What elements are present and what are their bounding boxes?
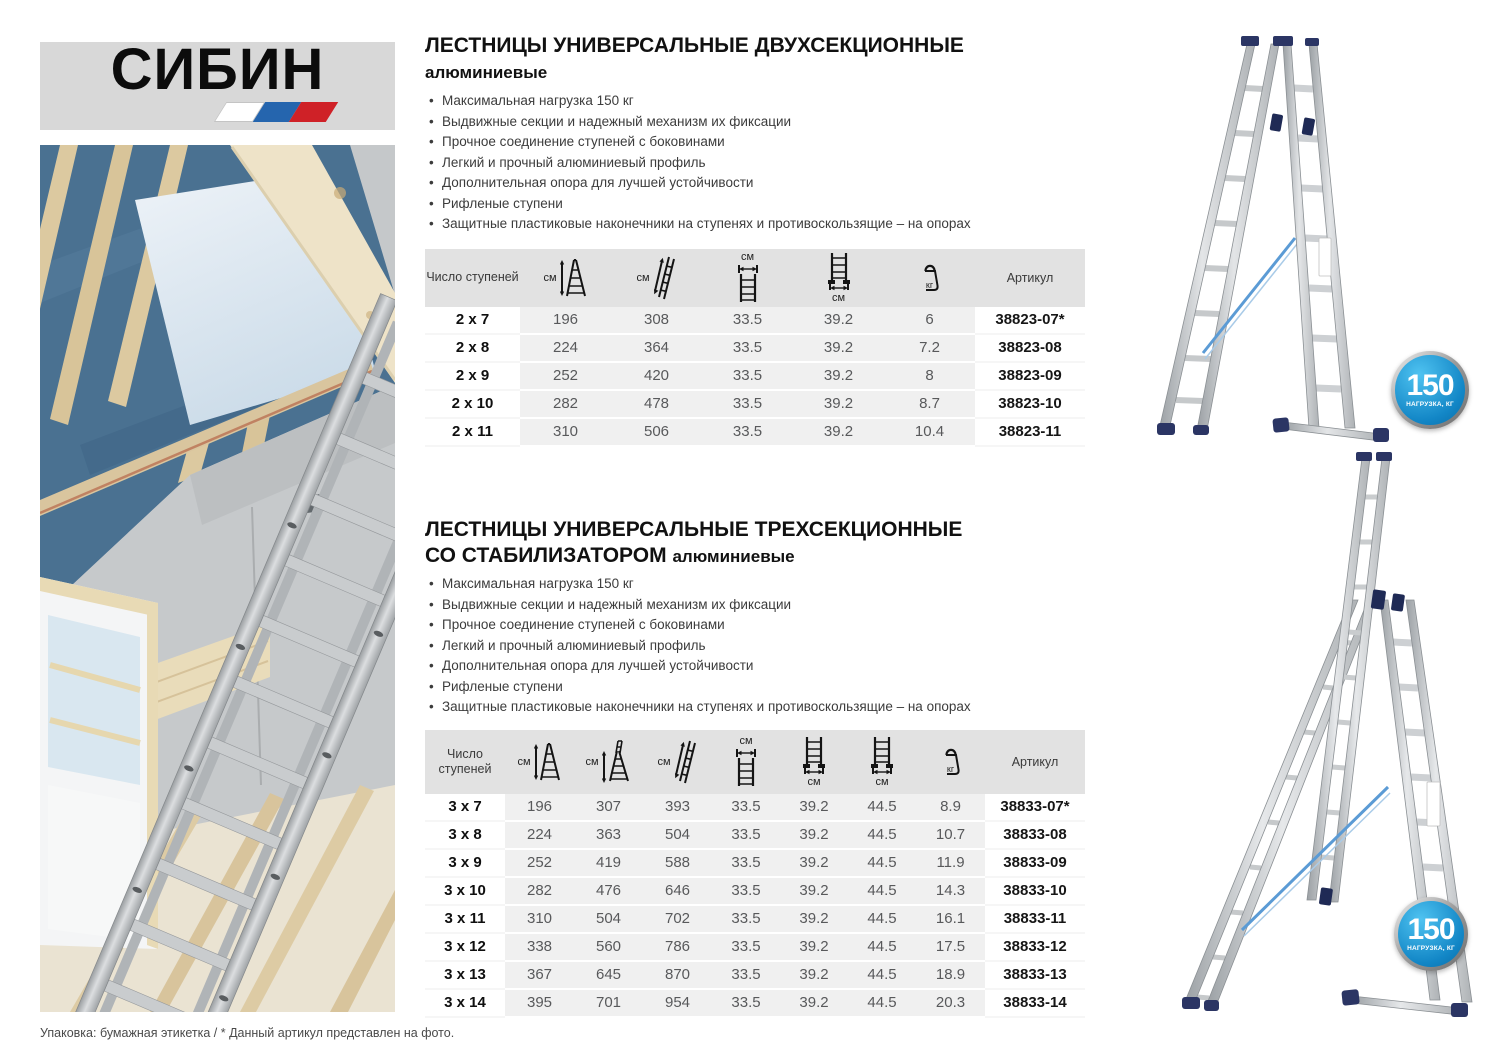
column-extended-length: см xyxy=(611,249,702,307)
feature-item: • Защитные пластиковые наконечники на ступенях и противоскользящие – на опорах xyxy=(425,697,1085,718)
attic-photo xyxy=(40,145,395,1012)
spec-row xyxy=(425,877,1085,905)
value-cell: 478 xyxy=(611,390,702,418)
value-cell: 10.4 xyxy=(884,418,975,446)
feature-item: • Выдвижные секции и надежный механизм их фиксации xyxy=(425,112,1085,133)
steps-cell: 2 х 11 xyxy=(425,418,520,446)
value-cell: 646 xyxy=(643,877,712,905)
steps-cell: 3 х 8 xyxy=(425,821,505,849)
article-cell: 38833-13 xyxy=(985,961,1085,989)
value-cell: 8 xyxy=(884,362,975,390)
features-list xyxy=(425,91,1085,235)
steps-cell: 2 х 8 xyxy=(425,334,520,362)
steps-cell: 2 х 9 xyxy=(425,362,520,390)
value-cell: 33.5 xyxy=(702,418,793,446)
column-height: см xyxy=(505,730,574,794)
steps-cell: 3 х 12 xyxy=(425,933,505,961)
value-cell: 367 xyxy=(505,961,574,989)
section-two-section-ladders xyxy=(425,33,1085,447)
article-cell: 38833-08 xyxy=(985,821,1085,849)
value-cell: 395 xyxy=(505,989,574,1017)
steps-cell: 2 х 7 xyxy=(425,307,520,334)
value-cell: 7.2 xyxy=(884,334,975,362)
article-cell: 38833-07* xyxy=(985,794,1085,821)
value-cell: 39.2 xyxy=(780,989,848,1017)
ladder-height-icon xyxy=(534,740,562,784)
value-cell: 39.2 xyxy=(780,933,848,961)
value-cell: 645 xyxy=(574,961,643,989)
value-cell: 786 xyxy=(643,933,712,961)
section-subtitle: алюминиевые xyxy=(672,547,795,566)
value-cell: 39.2 xyxy=(780,877,848,905)
ladder-illustration-two-section xyxy=(1143,28,1393,451)
value-cell: 252 xyxy=(505,849,574,877)
value-cell: 44.5 xyxy=(848,905,916,933)
spec-row xyxy=(425,849,1085,877)
value-cell: 16.1 xyxy=(916,905,985,933)
value-cell: 20.3 xyxy=(916,989,985,1017)
section-title: ЛЕСТНИЦЫ УНИВЕРСАЛЬНЫЕ ДВУХСЕКЦИОННЫЕ xyxy=(425,34,964,57)
section-title: ЛЕСТНИЦЫ УНИВЕРСАЛЬНЫЕ ТРЕХСЕКЦИОННЫЕ СО СТАБИЛИЗАТОРОМ алюминиевые xyxy=(425,518,963,567)
article-cell: 38823-10 xyxy=(975,390,1085,418)
column-width-bottom: см xyxy=(793,249,884,307)
value-cell: 702 xyxy=(643,905,712,933)
value-cell: 420 xyxy=(611,362,702,390)
value-cell: 282 xyxy=(505,877,574,905)
value-cell: 33.5 xyxy=(712,849,780,877)
article-cell: 38833-09 xyxy=(985,849,1085,877)
steps-cell: 3 х 14 xyxy=(425,989,505,1017)
value-cell: 39.2 xyxy=(793,390,884,418)
article-cell: 38823-08 xyxy=(975,334,1085,362)
value-cell: 33.5 xyxy=(712,794,780,821)
value-cell: 39.2 xyxy=(793,307,884,334)
spec-table-two-section xyxy=(425,249,1085,447)
spec-row xyxy=(425,905,1085,933)
value-cell: 44.5 xyxy=(848,794,916,821)
article-cell: 38823-07* xyxy=(975,307,1085,334)
column-steps: Число ступеней xyxy=(425,730,505,794)
spec-row xyxy=(425,334,1085,362)
value-cell: 33.5 xyxy=(702,334,793,362)
brand-logo-text: СИБИН xyxy=(110,37,325,102)
value-cell: 33.5 xyxy=(712,961,780,989)
value-cell: 44.5 xyxy=(848,849,916,877)
value-cell: 504 xyxy=(574,905,643,933)
value-cell: 39.2 xyxy=(793,418,884,446)
features-list xyxy=(425,574,1085,718)
spec-row xyxy=(425,307,1085,334)
feature-item: • Выдвижные секции и надежный механизм их фиксации xyxy=(425,595,1085,616)
value-cell: 11.9 xyxy=(916,849,985,877)
value-cell: 39.2 xyxy=(780,794,848,821)
value-cell: 196 xyxy=(520,307,611,334)
value-cell: 588 xyxy=(643,849,712,877)
article-cell: 38823-09 xyxy=(975,362,1085,390)
feature-item: • Защитные пластиковые наконечники на ступенях и противоскользящие – на опорах xyxy=(425,214,1085,235)
value-cell: 870 xyxy=(643,961,712,989)
value-cell: 39.2 xyxy=(793,362,884,390)
value-cell: 419 xyxy=(574,849,643,877)
value-cell: 310 xyxy=(505,905,574,933)
value-cell: 393 xyxy=(643,794,712,821)
feature-item: • Дополнительная опора для лучшей устойчивости xyxy=(425,173,1085,194)
ladder-extended-icon xyxy=(653,255,677,301)
value-cell: 224 xyxy=(505,821,574,849)
steps-cell: 3 х 11 xyxy=(425,905,505,933)
feature-item: • Легкий и прочный алюминиевый профиль xyxy=(425,636,1085,657)
spec-row xyxy=(425,794,1085,821)
feature-item: • Дополнительная опора для лучшей устойчивости xyxy=(425,656,1085,677)
value-cell: 39.2 xyxy=(780,821,848,849)
value-cell: 44.5 xyxy=(848,933,916,961)
value-cell: 506 xyxy=(611,418,702,446)
ladder-extension-up-icon xyxy=(602,739,632,785)
spec-row xyxy=(425,821,1085,849)
load-badge xyxy=(1394,897,1468,971)
spec-row xyxy=(425,390,1085,418)
brand-flag xyxy=(214,102,338,122)
feature-item: • Максимальная нагрузка 150 кг xyxy=(425,91,1085,112)
column-article: Артикул xyxy=(985,730,1085,794)
spec-row xyxy=(425,961,1085,989)
steps-cell: 3 х 10 xyxy=(425,877,505,905)
column-weight: кг xyxy=(916,730,985,794)
value-cell: 33.5 xyxy=(702,307,793,334)
value-cell: 17.5 xyxy=(916,933,985,961)
value-cell: 44.5 xyxy=(848,961,916,989)
value-cell: 10.7 xyxy=(916,821,985,849)
spec-row xyxy=(425,989,1085,1017)
badge-value: 150 xyxy=(1406,369,1454,402)
value-cell: 364 xyxy=(611,334,702,362)
value-cell: 33.5 xyxy=(702,390,793,418)
ladder-width-bottom-icon xyxy=(868,735,896,775)
spec-row xyxy=(425,418,1085,446)
spec-header-row xyxy=(425,249,1085,307)
value-cell: 44.5 xyxy=(848,989,916,1017)
ladder-width-bottom-icon xyxy=(825,251,853,291)
spec-row xyxy=(425,362,1085,390)
value-cell: 33.5 xyxy=(712,933,780,961)
value-cell: 33.5 xyxy=(712,821,780,849)
article-cell: 38833-11 xyxy=(985,905,1085,933)
column-height-with-extension: см xyxy=(574,730,643,794)
column-width-top: см xyxy=(702,249,793,307)
attic-photo-graphic xyxy=(40,145,395,1012)
value-cell: 8.7 xyxy=(884,390,975,418)
value-cell: 701 xyxy=(574,989,643,1017)
value-cell: 33.5 xyxy=(712,877,780,905)
ladder-height-icon xyxy=(560,256,588,300)
value-cell: 6 xyxy=(884,307,975,334)
load-badge xyxy=(1391,351,1469,429)
column-article: Артикул xyxy=(975,249,1085,307)
value-cell: 33.5 xyxy=(712,905,780,933)
value-cell: 282 xyxy=(520,390,611,418)
value-cell: 252 xyxy=(520,362,611,390)
value-cell: 14.3 xyxy=(916,877,985,905)
column-weight: кг xyxy=(884,249,975,307)
feature-item: • Легкий и прочный алюминиевый профиль xyxy=(425,153,1085,174)
article-cell: 38823-11 xyxy=(975,418,1085,446)
steps-cell: 2 х 10 xyxy=(425,390,520,418)
spec-table-three-section xyxy=(425,730,1085,1018)
column-extended-length: см xyxy=(643,730,712,794)
column-width-bottom: см xyxy=(848,730,916,794)
value-cell: 954 xyxy=(643,989,712,1017)
article-cell: 38833-14 xyxy=(985,989,1085,1017)
value-cell: 39.2 xyxy=(793,334,884,362)
value-cell: 8.9 xyxy=(916,794,985,821)
value-cell: 307 xyxy=(574,794,643,821)
value-cell: 224 xyxy=(520,334,611,362)
value-cell: 39.2 xyxy=(780,961,848,989)
section-three-section-ladders xyxy=(425,517,1085,1018)
footnote: Упаковка: бумажная этикетка / * Данный артикул представлен на фото. xyxy=(40,1026,455,1040)
value-cell: 44.5 xyxy=(848,877,916,905)
value-cell: 310 xyxy=(520,418,611,446)
value-cell: 18.9 xyxy=(916,961,985,989)
value-cell: 338 xyxy=(505,933,574,961)
article-cell: 38833-12 xyxy=(985,933,1085,961)
value-cell: 44.5 xyxy=(848,821,916,849)
badge-label: НАГРУЗКА, КГ xyxy=(1407,944,1455,952)
section-subtitle: алюминиевые xyxy=(425,63,548,82)
badge-label: НАГРУЗКА, КГ xyxy=(1406,401,1454,408)
ladder-width-top-icon xyxy=(732,748,760,788)
spec-row xyxy=(425,933,1085,961)
value-cell: 560 xyxy=(574,933,643,961)
brand-logo xyxy=(40,37,395,130)
feature-item: • Рифленые ступени xyxy=(425,194,1085,215)
ladder-width-bottom-icon xyxy=(800,735,828,775)
value-cell: 196 xyxy=(505,794,574,821)
column-height: см xyxy=(520,249,611,307)
column-steps: Число ступеней xyxy=(425,249,520,307)
ladder-extended-icon xyxy=(674,739,698,785)
steps-cell: 3 х 13 xyxy=(425,961,505,989)
value-cell: 476 xyxy=(574,877,643,905)
value-cell: 363 xyxy=(574,821,643,849)
steps-cell: 3 х 7 xyxy=(425,794,505,821)
value-cell: 33.5 xyxy=(712,989,780,1017)
value-cell: 39.2 xyxy=(780,849,848,877)
value-cell: 308 xyxy=(611,307,702,334)
value-cell: 39.2 xyxy=(780,905,848,933)
steps-cell: 3 х 9 xyxy=(425,849,505,877)
badge-value: 150 xyxy=(1407,912,1455,946)
feature-item: • Прочное соединение ступеней с боковинами xyxy=(425,615,1085,636)
article-cell: 38833-10 xyxy=(985,877,1085,905)
column-width-top: см xyxy=(712,730,780,794)
feature-item: • Прочное соединение ступеней с боковинами xyxy=(425,132,1085,153)
value-cell: 504 xyxy=(643,821,712,849)
ladder-width-top-icon xyxy=(734,264,762,304)
feature-item: • Рифленые ступени xyxy=(425,677,1085,698)
spec-header-row xyxy=(425,730,1085,794)
feature-item: • Максимальная нагрузка 150 кг xyxy=(425,574,1085,595)
value-cell: 33.5 xyxy=(702,362,793,390)
column-width-middle: см xyxy=(780,730,848,794)
